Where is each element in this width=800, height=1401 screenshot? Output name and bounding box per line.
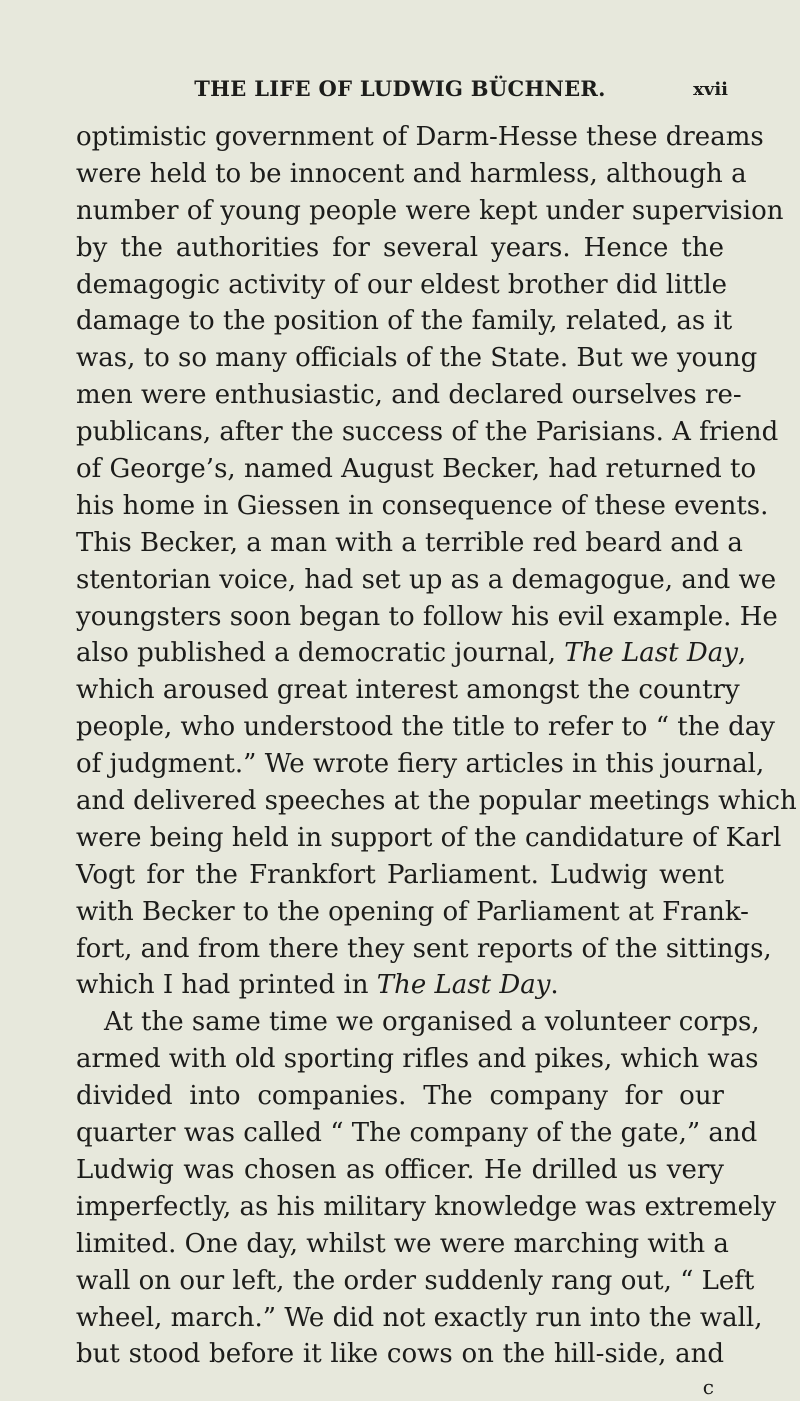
text-fragment: ,	[737, 638, 747, 669]
text-line: with Becker to the opening of Parliament at Frank-	[76, 896, 749, 927]
text-line: Ludwig was chosen as officer. He drilled us very	[76, 1154, 724, 1185]
text-line: stentorian voice, had set up as a demagogue, and we	[76, 564, 777, 595]
page-number: xvii	[693, 79, 728, 100]
text-line: armed with old sporting rifles and pikes, which was	[76, 1044, 759, 1075]
text-line: divided into companies. The company for our	[76, 1081, 724, 1112]
text-fragment: also published a democratic journal,	[76, 638, 557, 669]
text-line: publicans, after the success of the Parisians. A friend	[76, 417, 779, 448]
text-line: quarter was called “ The company of the gate,” and	[76, 1118, 758, 1149]
text-line: but stood before it like cows on the hill-side, and	[76, 1339, 724, 1370]
text-line: wheel, march.” We did not exactly run into the wall,	[76, 1302, 763, 1333]
text-line: damage to the position of the family, related, as it	[76, 306, 733, 337]
text-line: number of young people were kept under supervision	[76, 195, 784, 226]
text-line: his home in Giessen in consequence of these events.	[76, 490, 769, 521]
text-line: imperfectly, as his military knowledge was extremely	[76, 1191, 777, 1222]
text-line: limited. One day, whilst we were marching with a	[76, 1228, 729, 1259]
text-line: of judgment.” We wrote fiery articles in this journal,	[76, 749, 765, 780]
text-line: were held to be innocent and harmless, although a	[76, 158, 747, 189]
text-line: wall on our left, the order suddenly rang out, “ Left	[76, 1265, 755, 1296]
body-text	[76, 119, 797, 1401]
text-line: Vogt for the Frankfort Parliament. Ludwig went	[76, 859, 724, 890]
text-fragment: .	[550, 970, 559, 1001]
text-line-journal	[76, 635, 747, 672]
text-line: were being held in support of the candidature of Karl	[76, 822, 782, 853]
text-line: fort, and from there they sent reports of the sittings,	[76, 933, 772, 964]
text-line: by the authorities for several years. Hence the	[76, 232, 724, 263]
text-line: demagogic activity of our eldest brother did little	[76, 269, 728, 300]
text-line: people, who understood the title to refer to “ the day	[76, 712, 775, 743]
text-line: youngsters soon began to follow his evil example. He	[76, 601, 778, 632]
text-line-paragraph-start: At the same time we organised a volunteer corps,	[104, 1007, 760, 1038]
text-line: of George’s, named August Becker, had returned to	[76, 454, 757, 485]
text-line: men were enthusiastic, and declared ourselves re-	[76, 380, 742, 411]
signature-mark: c	[702, 1375, 714, 1400]
text-line: and delivered speeches at the popular meetings which	[76, 786, 797, 817]
text-line: optimistic government of Darm-Hesse these dreams	[76, 122, 764, 152]
journal-title-italic: The Last Day	[564, 638, 738, 669]
text-fragment: which I had printed in	[76, 970, 369, 1001]
journal-title-italic: The Last Day	[376, 970, 551, 1001]
text-line: which aroused great interest amongst the country	[76, 675, 740, 706]
text-line: was, to so many officials of the State. But we young	[76, 343, 758, 374]
text-line: This Becker, a man with a terrible red beard and a	[76, 527, 743, 558]
running-head-title: THE LIFE OF LUDWIG BÜCHNER.	[194, 76, 606, 101]
text-line-paragraph-end	[76, 967, 724, 1004]
